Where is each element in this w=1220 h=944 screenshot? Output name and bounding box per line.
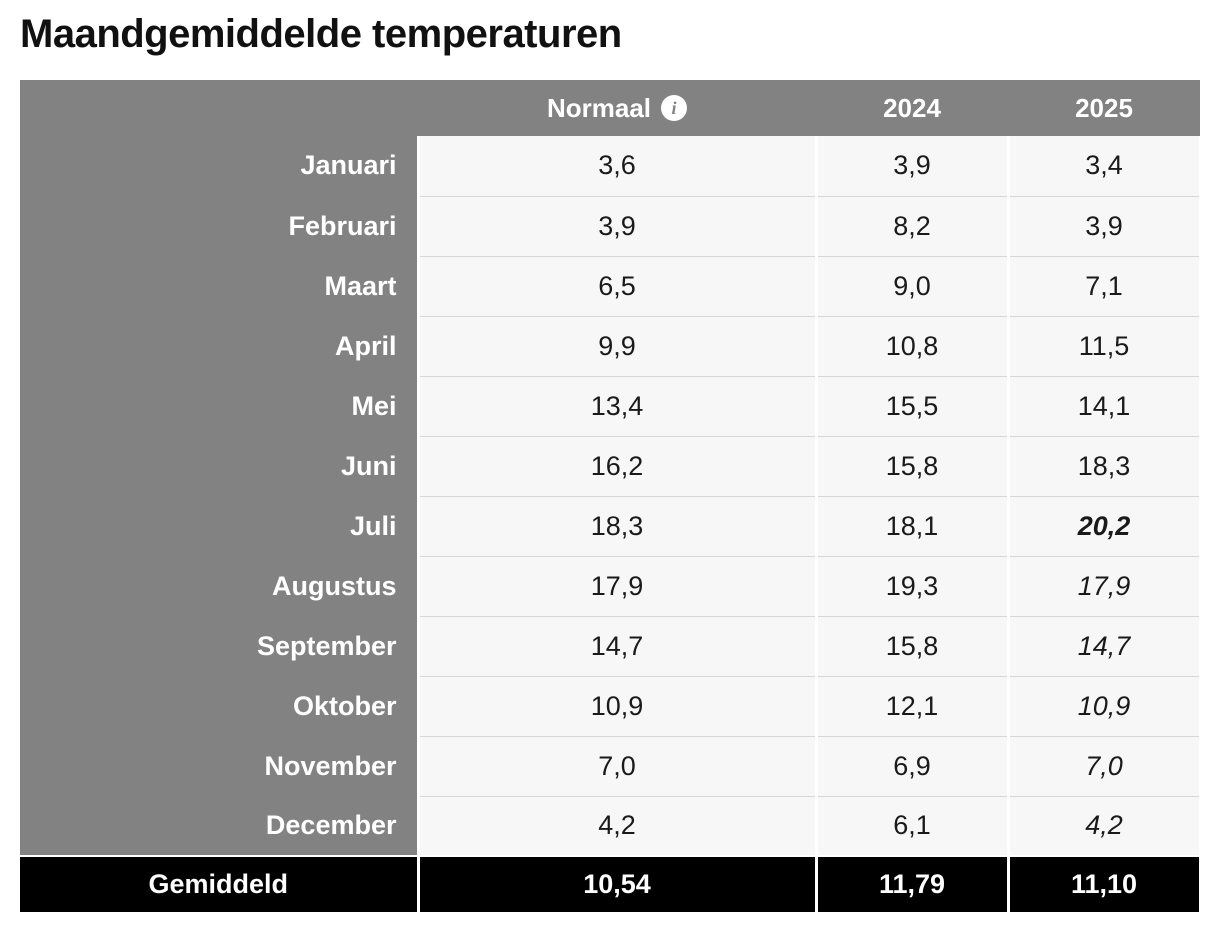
table-body — [20, 136, 1200, 856]
table-header — [20, 80, 1200, 136]
cell-2024-april: 10,8 — [816, 316, 1008, 376]
cell-2024-juni: 15,8 — [816, 436, 1008, 496]
cell-2025-maart: 7,1 — [1008, 256, 1200, 316]
cell-2024-september: 15,8 — [816, 616, 1008, 676]
table-row — [20, 316, 1200, 376]
row-label-maart: Maart — [20, 256, 418, 316]
cell-2025-oktober: 10,9 — [1008, 676, 1200, 736]
table-row — [20, 616, 1200, 676]
row-label-juni: Juni — [20, 436, 418, 496]
cell-2025-september: 14,7 — [1008, 616, 1200, 676]
row-label-november: November — [20, 736, 418, 796]
row-label-januari: Januari — [20, 136, 418, 196]
cell-2024-maart: 9,0 — [816, 256, 1008, 316]
cell-normaal-september: 14,7 — [418, 616, 816, 676]
table-row — [20, 796, 1200, 856]
table-row — [20, 256, 1200, 316]
cell-normaal-juni: 16,2 — [418, 436, 816, 496]
cell-2024-januari: 3,9 — [816, 136, 1008, 196]
table-row — [20, 136, 1200, 196]
footer-average-2025: 11,10 — [1008, 856, 1200, 912]
column-header-2024: 2024 — [816, 80, 1008, 136]
table-row — [20, 736, 1200, 796]
footer-average-2024: 11,79 — [816, 856, 1008, 912]
cell-normaal-augustus: 17,9 — [418, 556, 816, 616]
row-label-december: December — [20, 796, 418, 856]
row-label-april: April — [20, 316, 418, 376]
table-row — [20, 496, 1200, 556]
cell-normaal-juli: 18,3 — [418, 496, 816, 556]
row-label-september: September — [20, 616, 418, 676]
cell-normaal-oktober: 10,9 — [418, 676, 816, 736]
cell-normaal-april: 9,9 — [418, 316, 816, 376]
cell-2025-augustus: 17,9 — [1008, 556, 1200, 616]
cell-2024-februari: 8,2 — [816, 196, 1008, 256]
cell-2025-november: 7,0 — [1008, 736, 1200, 796]
cell-2024-oktober: 12,1 — [816, 676, 1008, 736]
table-header-row — [20, 80, 1200, 136]
table-row — [20, 196, 1200, 256]
cell-normaal-maart: 6,5 — [418, 256, 816, 316]
cell-2025-februari: 3,9 — [1008, 196, 1200, 256]
column-header-month — [20, 80, 418, 136]
cell-2025-april: 11,5 — [1008, 316, 1200, 376]
column-header-normaal — [418, 80, 816, 136]
temperature-table-container — [20, 80, 1200, 912]
page-title: Maandgemiddelde temperaturen — [20, 12, 622, 56]
table-row — [20, 556, 1200, 616]
cell-2025-januari: 3,4 — [1008, 136, 1200, 196]
row-label-augustus: Augustus — [20, 556, 418, 616]
table-row — [20, 676, 1200, 736]
table-row — [20, 436, 1200, 496]
cell-2024-mei: 15,5 — [816, 376, 1008, 436]
column-header-normaal-label: Normaal — [546, 92, 652, 123]
row-label-mei: Mei — [20, 376, 418, 436]
cell-2024-december: 6,1 — [816, 796, 1008, 856]
cell-2025-mei: 14,1 — [1008, 376, 1200, 436]
table-row — [20, 376, 1200, 436]
row-label-juli: Juli — [20, 496, 418, 556]
cell-normaal-mei: 13,4 — [418, 376, 816, 436]
cell-normaal-januari: 3,6 — [418, 136, 816, 196]
row-label-oktober: Oktober — [20, 676, 418, 736]
cell-2025-juni: 18,3 — [1008, 436, 1200, 496]
footer-label-gemiddeld: Gemiddeld — [20, 856, 418, 912]
cell-2024-november: 6,9 — [816, 736, 1008, 796]
monthly-average-temperature-table — [20, 80, 1202, 912]
column-header-2025: 2025 — [1008, 80, 1200, 136]
cell-2025-juli: 20,2 — [1008, 496, 1200, 556]
footer-average-normaal: 10,54 — [418, 856, 816, 912]
table-footer-row — [20, 856, 1200, 912]
table-footer — [20, 856, 1200, 912]
cell-2024-juli: 18,1 — [816, 496, 1008, 556]
info-icon[interactable]: i — [661, 95, 687, 121]
cell-2024-augustus: 19,3 — [816, 556, 1008, 616]
cell-2025-december: 4,2 — [1008, 796, 1200, 856]
cell-normaal-december: 4,2 — [418, 796, 816, 856]
row-label-februari: Februari — [20, 196, 418, 256]
page-root — [0, 10, 1220, 944]
cell-normaal-februari: 3,9 — [418, 196, 816, 256]
cell-normaal-november: 7,0 — [418, 736, 816, 796]
